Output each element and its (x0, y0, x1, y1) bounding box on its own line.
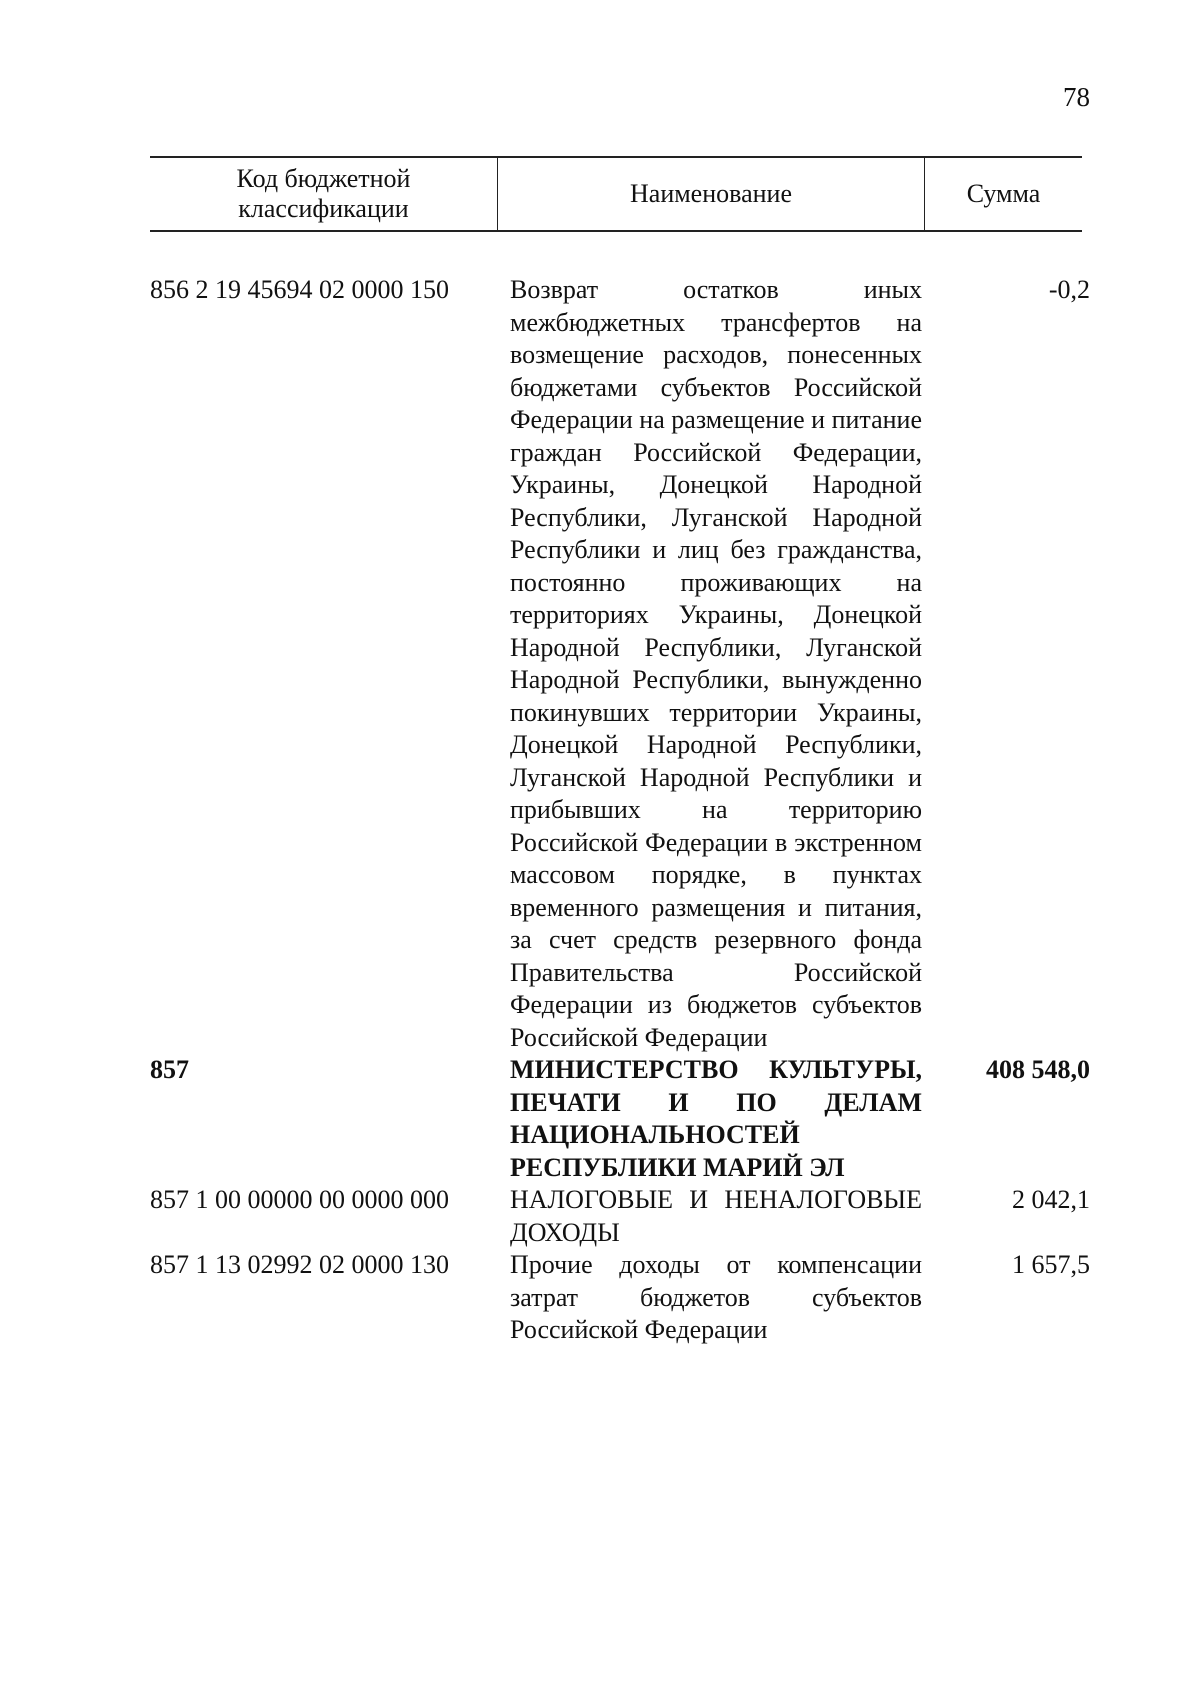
row-sum: 2 042,1 (1012, 1185, 1090, 1214)
row-code: 857 (150, 1055, 189, 1084)
row-code: 857 1 00 00000 00 0000 000 (150, 1185, 449, 1214)
table-row (150, 1249, 1090, 1347)
row-name: НАЛОГОВЫЕ И НЕНАЛОГОВЫЕ ДОХОДЫ (510, 1185, 922, 1247)
row-name: Прочие доходы от компенсации затрат бюджетов субъектов Российской Федерации (510, 1250, 922, 1344)
header-sum: Сумма (966, 179, 1041, 208)
table-row (150, 1054, 1090, 1184)
row-sum: 408 548,0 (986, 1055, 1090, 1084)
row-sum: 1 657,5 (1012, 1250, 1090, 1279)
row-name: МИНИСТЕРСТВО КУЛЬТУРЫ, ПЕЧАТИ И ПО ДЕЛАМ НАЦИОНАЛЬНОСТЕЙ РЕСПУБЛИКИ МАРИЙ ЭЛ (510, 1055, 922, 1182)
row-code: 857 1 13 02992 02 0000 130 (150, 1250, 449, 1279)
header-name: Наименование (498, 158, 925, 230)
page-number: 78 (1063, 82, 1090, 112)
header-code: Код бюджетной классификации (150, 158, 498, 230)
table-row (150, 1184, 1090, 1249)
row-code: 856 2 19 45694 02 0000 150 (150, 275, 449, 304)
row-name: Возврат остатков иных межбюджетных трансфертов на возмещение расходов, понесенных бюджетами субъектов Российской Федерации на размещение и питание граждан Российской Федерации, Украины, Донецкой Народной Республики, Луганской Народной Республики и лиц без гражданства, постоянно проживающих на территориях Украины, Донецкой Народной Республики, Луганской Народной Республики, вынужденно покинувших территории Украины, Донецкой Народной Республики, Луганской Народной Республики и прибывших на территорию Российской Федерации в экстренном массовом порядке, в пунктах временного размещения и питания, за счет средств резервного фонда Правительства Российской Федерации из бюджетов субъектов Российской Федерации (510, 275, 922, 1052)
row-sum: -0,2 (1048, 275, 1090, 304)
table-header (150, 156, 1082, 232)
table-body (150, 274, 1090, 1347)
table-row (150, 274, 1090, 1054)
